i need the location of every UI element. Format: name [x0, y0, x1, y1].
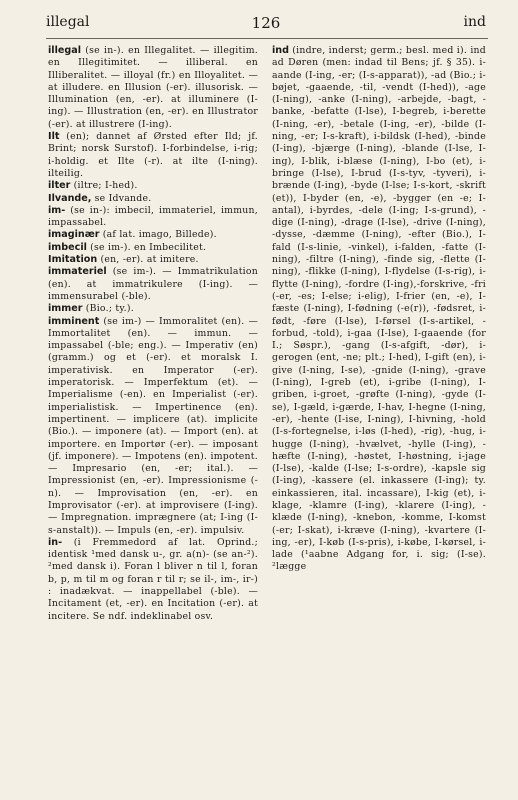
- entry-headword: immer: [48, 303, 83, 315]
- entry-headword: im-: [48, 204, 66, 216]
- entry-definition: (i Fremmedord af lat. Oprind.; identisk ¹med dansk u-, gr. a(n)- (se an-²). ²med dansk i). Foran l bliver n til l, foran b, p, m til m og foran r til r; se il-, im-, ir-) : inadækvat. — inappellabel (-ble). — Incitament (et, -er). en Incitation (-er). at incitere. Se ndf. indeklinabel osv.: [48, 536, 258, 622]
- entry-definition: (en, -er). at imitere.: [100, 254, 199, 266]
- dictionary-entry: [48, 254, 258, 266]
- dictionary-entry: [48, 193, 258, 205]
- entry-headword: Imitation: [48, 254, 98, 266]
- entry-definition: (se in-): imbecil, immateriel, immun, impassabel.: [48, 204, 258, 229]
- entry-definition: (iltre; I-hed).: [73, 180, 138, 192]
- entry-headword: imbecil: [48, 241, 87, 253]
- dictionary-entry: [48, 45, 258, 131]
- header-last-word: ind: [463, 14, 486, 30]
- entry-headword: immateriel: [48, 266, 107, 278]
- dictionary-entry: [48, 131, 258, 180]
- left-column: [48, 45, 258, 623]
- entry-headword: imaginær: [48, 229, 100, 241]
- entry-headword: ind: [272, 45, 289, 56]
- entry-headword: Ilvande,: [48, 192, 92, 204]
- dictionary-entry: [48, 266, 258, 303]
- entry-headword: Ilt: [48, 131, 60, 143]
- entry-definition: (en); dannet af Ørsted efter Ild; jf. Brint; norsk Surstof). I-forbindelse, i-rig; i-holdig. et Ilte (-r). at ilte (I-ning). ilteilig.: [48, 131, 258, 179]
- entry-definition: (se im-). en Imbecilitet.: [90, 241, 207, 253]
- dictionary-entry: [48, 303, 258, 315]
- dictionary-entry: [48, 229, 258, 241]
- entry-definition: (indre, inderst; germ.; besl. med i). ind ad Døren (men: indad til Bens; jf. § 35). i-aande (I-ing, -er; (I-s-apparat)), -ad (Bio.; i-bøjet, -gaaende, -til, -vendt (I-hed)), -age (I-ning), -anke (I-ning), -arbejde, -bagt, -banke, -befatte (I-lse), I-begreb, i-berette (I-ning, -er), -betale (I-ing, -er), -bilde (I-ning, -er; I-s-kraft), i-bildsk (I-hed), -binde (I-ing), -bjærge (I-ning), -blande (I-lse, I-ing), I-blik, i-blæse (I-ning), I-bo (et), i-bringe (I-lse), I-brud (I-s-tyv, -tyveri), i-brænde (I-ing), -byde (I-lse; I-s-kort, -skrift (et)), I-byder (en, -e), -bygger (en -e; I-antal), i-byrdes, -dele (I-ing; I-s-grund), -dige (I-ning), -drage (I-lse), -drive (I-ning), -dysse, -dæmme (I-ning), -efter (Bio.), I-fald (I-s-linie, -vinkel), i-falden, -fatte (I-ning), -filtre (I-ning), -finde sig, -flette (I-ning), -flikke (I-ning), I-flydelse (I-s-rig), i-flytte (I-ning), -fordre (I-ing),-forskrive, -fri (-er, -es; I-else; i-elig), I-frier (en, -e), I-fæste (I-ning), I-fødning (-e(r)), -fødsret, i-født, -føre (I-lse), I-førsel (I-s-artikel, -forbud, -told), i-gaa (I-lse), I-gaaende (for I.; Søspr.), -gang (I-s-afgift, -dør), i-gerogen (ent, -ne; plt.; I-hed), I-gift (en), i-give (I-ning, I-se), -gnide (I-ning), -grave (I-ning), I-greb (et), i-gribe (I-ning), I-griben, i-groet, -grøfte (I-ning), -gyde (I-se), I-gæld, i-gærde, I-hav, I-hegne (I-ning, -er), -hente (I-ise, I-ning), I-hivning, -hold (I-s-fortegnelse, i-løs (I-hed), -rig), -hug, i-hugge (I-ning), -hvælvet, -hylle (I-ing), -hæfte (I-ning), -høstet, I-høstning, i-jage (I-lse), -kalde (I-lse; I-s-ordre), -kapsle sig (I-ing), -kassere (el. inkassere (I-ing); ty. einkassieren, ital. incassare), I-kig (et), i-klage, -klamre (I-ing), -klarere (I-ing), -klæde (I-ning), -knebon, -komme, I-komst (-er; I-skat), i-kræve (I-ning), -kvartere (I-ing, -er), I-køb (I-s-pris), i-købe, I-kørsel, i-lade (¹aabne Adgang for, i. sig; (I-se). ²lægge: [272, 45, 486, 573]
- dictionary-entry: [48, 180, 258, 192]
- entry-headword: in-: [48, 536, 63, 548]
- dictionary-entry: [48, 537, 258, 623]
- entry-definition: se Idvande.: [94, 192, 152, 204]
- header-rule: [46, 38, 488, 39]
- right-column: [272, 45, 486, 574]
- entry-headword: ilter: [48, 180, 71, 192]
- entry-headword: imminent: [48, 315, 100, 327]
- entry-headword: illegal: [48, 45, 82, 56]
- dictionary-entry: [272, 45, 486, 574]
- page-number: 126: [251, 14, 281, 32]
- dictionary-entry: [48, 205, 258, 230]
- dictionary-entry: [48, 242, 258, 254]
- running-header: [46, 14, 486, 36]
- entry-definition: (se im-). — Immatrikulation (en). at immatrikulere (I-ing). — immensurabel (-ble).: [48, 266, 258, 302]
- entry-definition: (af lat. imago, Billede).: [102, 229, 217, 241]
- header-first-word: illegal: [46, 14, 90, 30]
- dictionary-entry: [48, 316, 258, 537]
- entry-definition: (se im-) — Immoralitet (en). — Immortalitet (en). — immun. — impassabel (-ble; eng.). — Imperativ (en) (gramm.) og et (-er). et moralsk I. imperativisk. en Imperator (-er). imperatorisk. — Imperfektum (et). — Imperialisme (-en). en Imperialist (-er). imperialistisk. — Impertinence (en). impertinent. — implicere (at). implicite (Bio.). — imponere (at). — Import (en). at importere. en Importør (-er). — imposant (jf. imponere). — Impotens (en). impotent. — Impresario (en, -er; ital.). — Impressionist (en, -er). Impressionisme (-n). — Improvisation (en, -er). en Improvisator (-er). at improvisere (I-ing). — Impregnation. imprægnere (at; I-ing (I-s-anstalt)). — Impuls (en, -er). impulsiv.: [48, 315, 258, 536]
- entry-definition: (Bio.; ty.).: [85, 303, 134, 315]
- entry-definition: (se in-). en Illegalitet. — illegitim. en Illegitimitet. — illiberal. en Illiberalitet. — illoyal (fr.) en Illoyalitet. — at illudere. en Illusion (-er). illusorisk. — Illumination (en, -er). at illuminere (I-ing). — Illustration (en, -er). en Illustrator (-er). at illustrere (I-ing).: [48, 45, 258, 130]
